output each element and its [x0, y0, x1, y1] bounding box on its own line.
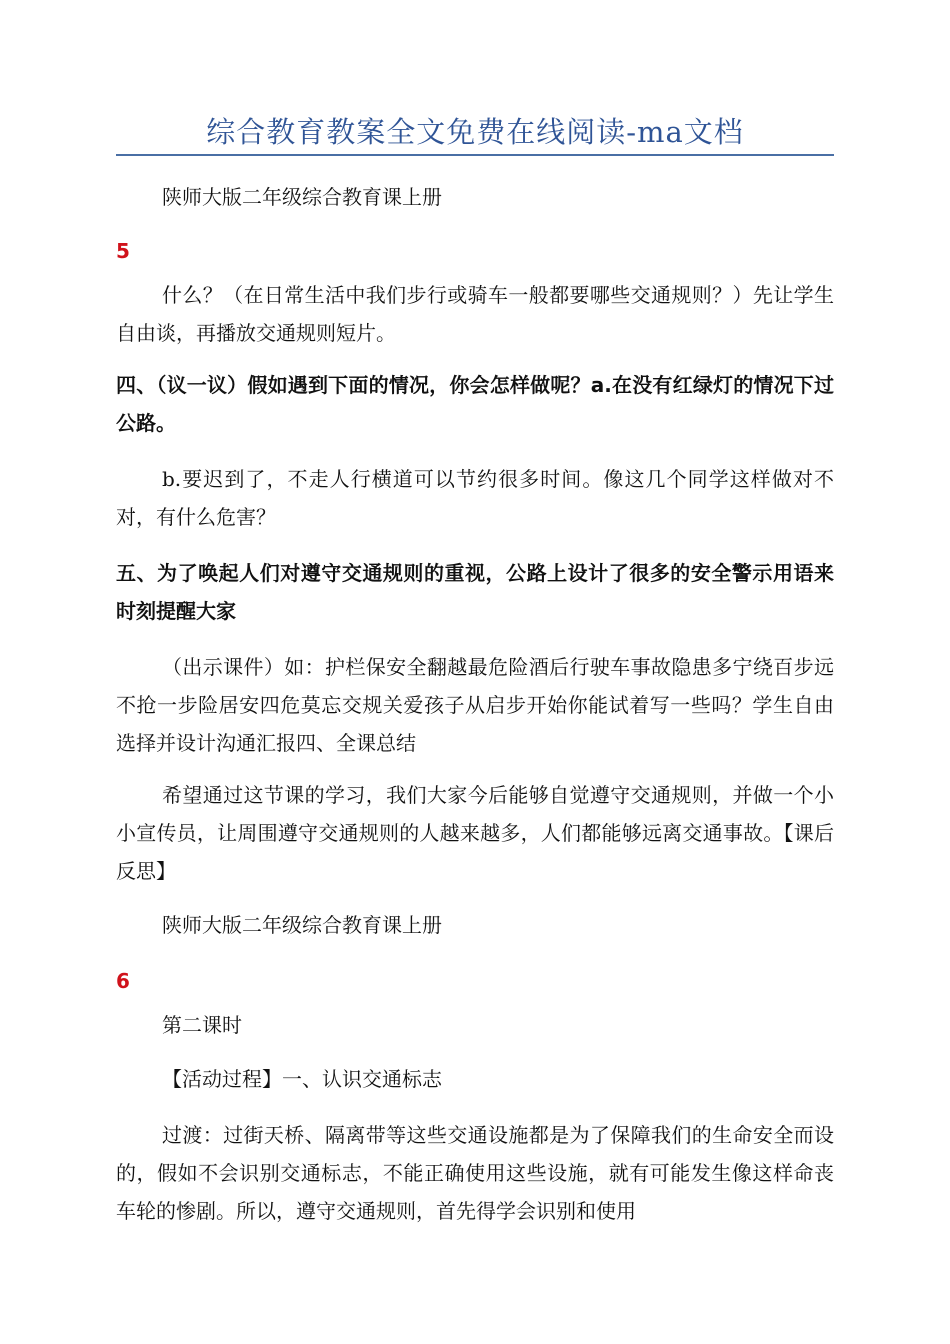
paragraph: b.要迟到了，不走人行横道可以节约很多时间。像这几个同学这样做对不对，有什么危害？ [116, 467, 834, 529]
section-heading: 四、（议一议）假如遇到下面的情况，你会怎样做呢？a.在没有红绿灯的情况下过公路。 [116, 373, 834, 435]
title-divider [116, 154, 834, 156]
paragraph-activity: 【活动过程】一、认识交通标志 [162, 1067, 442, 1091]
document-title: 综合教育教案全文免费在线阅读-ma文档 [206, 115, 744, 149]
section-number: 5 [116, 239, 130, 263]
paragraph-lesson: 第二课时 [162, 1013, 242, 1037]
section-number: 6 [116, 969, 130, 993]
paragraph: 希望通过这节课的学习，我们大家今后能够自觉遵守交通规则，并做一个小小宣传员，让周围遵守交通规则的人越来越多，人们都能够远离交通事故。【课后反思】 [116, 783, 834, 883]
paragraph: （出示课件）如：护栏保安全翻越最危险酒后行驶车事故隐患多宁绕百步远不抢一步险居安四危莫忘交规关爱孩子从启步开始你能试着写一些吗？学生自由选择并设计沟通汇报四、全课总结 [116, 655, 834, 755]
paragraph: 过渡：过街天桥、隔离带等这些交通设施都是为了保障我们的生命安全而设的，假如不会识别交通标志，不能正确使用这些设施，就有可能发生像这样命丧车轮的惨剧。所以，遵守交通规则，首先得学会识别和使用 [116, 1123, 834, 1223]
paragraph-textbook: 陕师大版二年级综合教育课上册 [162, 913, 442, 937]
section-heading: 五、为了唤起人们对遵守交通规则的重视，公路上设计了很多的安全警示用语来时刻提醒大家 [116, 561, 834, 623]
paragraph-textbook: 陕师大版二年级综合教育课上册 [162, 185, 442, 209]
paragraph: 什么？（在日常生活中我们步行或骑车一般都要哪些交通规则？）先让学生自由谈，再播放交通规则短片。 [116, 283, 834, 345]
